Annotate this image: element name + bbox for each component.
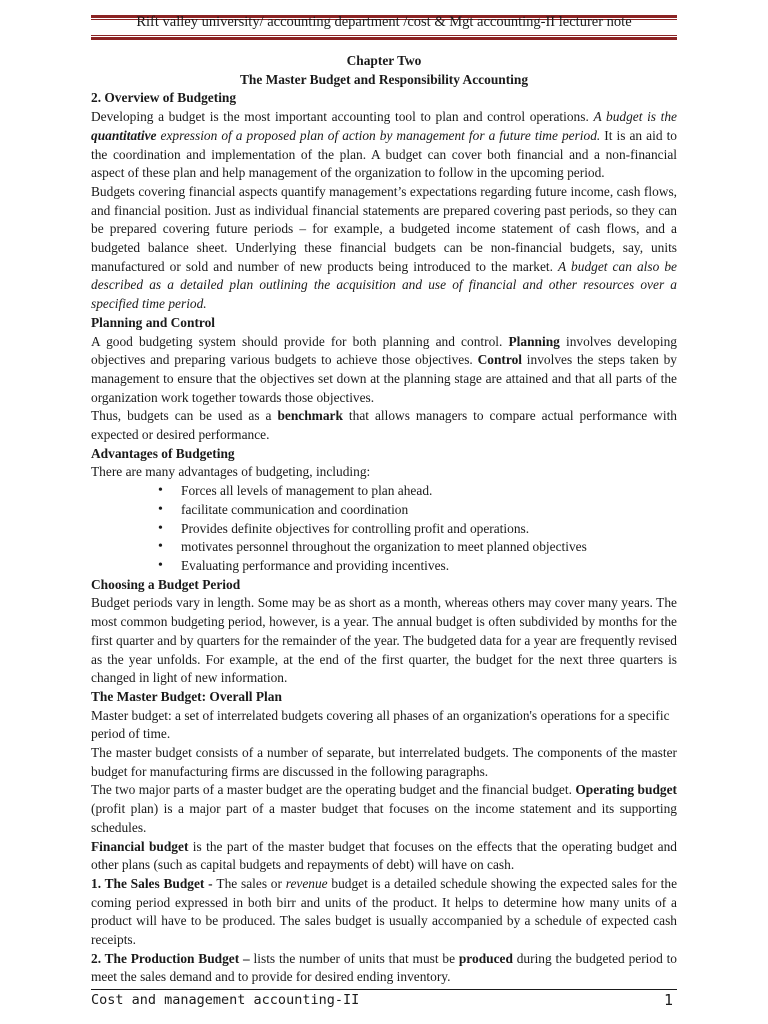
chapter-title: Chapter Two <box>346 53 422 68</box>
paragraph-master-1: Master budget: a set of interrelated budgets covering all phases of an organization's operations for a specific period of time. <box>91 707 670 742</box>
paragraph-sales-budget: 1. The Sales Budget - The sales or revenue budget is a detailed schedule showing the expected sales for the coming period expressed in both birr and units of the product. It helps to determine how many units of a product will have to be produced. The sales budget is usually accompanied by a schedule of expected cash receipts. <box>91 875 678 948</box>
paragraph-master-4: Financial budget is the part of the master budget that focuses on the effects that the operating budget and other plans (such as capital budgets and repayments of debt) will have on cash. <box>91 838 677 873</box>
paragraph-advantages-intro: There are many advantages of budgeting, including: <box>91 464 371 480</box>
list-item: • motivates personnel throughout the organization to meet planned objectives <box>91 538 677 557</box>
paragraph-overview-2: Budgets covering financial aspects quantify management’s expectations regarding future income, cash flows, and financial position. Just as individual financial statements are prepared covering past periods, so they can be prepared covering future periods – for example, a budgeted income statement of cash flows, and a budgeted balance sheet. Underlying these financial budgets can be non-financial budgets, say, units manufactured or sold and number of new products being introduced to the market. A budget can also be described as a detailed plan outlining the acquisition and use of financial and other resources over a specified time period. <box>91 183 677 312</box>
header-rule-bottom-thick <box>91 37 677 40</box>
list-item: • Evaluating performance and providing incentives. <box>91 557 677 576</box>
footer-title: Cost and management accounting-II <box>91 992 360 1008</box>
paragraph-budget-period: Budget periods vary in length. Some may be as short as a month, whereas others may cover many years. The most common budgeting period, however, is a year. The annual budget is often subdivided by months for the first quarter and by quarters for the remainder of the year. The budgeted data for a year are frequently revised as the year unfolds. For example, at the end of the first quarter, the budget for the next three quarters is changed in light of new information. <box>91 595 677 686</box>
list-item: • facilitate communication and coordination <box>91 501 677 520</box>
paragraph-master-3: The two major parts of a master budget are the operating budget and the financial budget. Operating budget (profit plan) is a major part of a master budget that focuses on the income statement and its supporting schedules. <box>91 782 677 835</box>
heading-overview: 2. Overview of Budgeting <box>91 90 237 106</box>
running-header: Rift valley university/ accounting department /cost & Mgt accounting-II lecturer note <box>136 14 632 30</box>
document-body <box>91 52 677 987</box>
header-rule-bottom-thin <box>91 35 677 36</box>
heading-budget-period: Choosing a Budget Period <box>91 576 241 592</box>
list-item: • Provides definite objectives for controlling profit and operations. <box>91 520 677 539</box>
paragraph-master-2: The master budget consists of a number of separate, but interrelated budgets. The components of the master budget for manufacturing firms are discussed in the following paragraphs. <box>91 745 677 779</box>
heading-advantages: Advantages of Budgeting <box>91 445 235 461</box>
heading-planning-control: Planning and Control <box>91 314 216 330</box>
footer-rule <box>91 989 677 990</box>
page-number: 1 <box>663 991 673 1009</box>
heading-master-budget: The Master Budget: Overall Plan <box>91 688 282 704</box>
paragraph-planning-1: A good budgeting system should provide for both planning and control. Planning involves developing objectives and preparing various budgets to achieve those objectives. Control involves the steps taken by management to ensure that the objectives set down at the planning stage are attained and that all parts of the organization work together towards those objectives. <box>91 333 677 405</box>
paragraph-overview-1: Developing a budget is the most important accounting tool to plan and control operations. A budget is the quantitative expression of a proposed plan of action by management for a future time period. It is an aid to the coordination and implementation of the plan. A budget can cover both financial and a non-financial aspect of these plan and help management of the organization to follow in the upcoming period. <box>91 109 677 181</box>
list-item: • Forces all levels of management to plan ahead. <box>91 482 677 501</box>
chapter-subtitle: The Master Budget and Responsibility Accounting <box>239 71 529 87</box>
paragraph-production-budget: 2. The Production Budget – lists the number of units that must be produced during the budgeted period to meet the sales demand and to provide for desired ending inventory. <box>91 950 678 985</box>
advantages-list <box>91 482 677 576</box>
paragraph-planning-2: Thus, budgets can be used as a benchmark that allows managers to compare actual performance with expected or desired performance. <box>91 408 677 443</box>
